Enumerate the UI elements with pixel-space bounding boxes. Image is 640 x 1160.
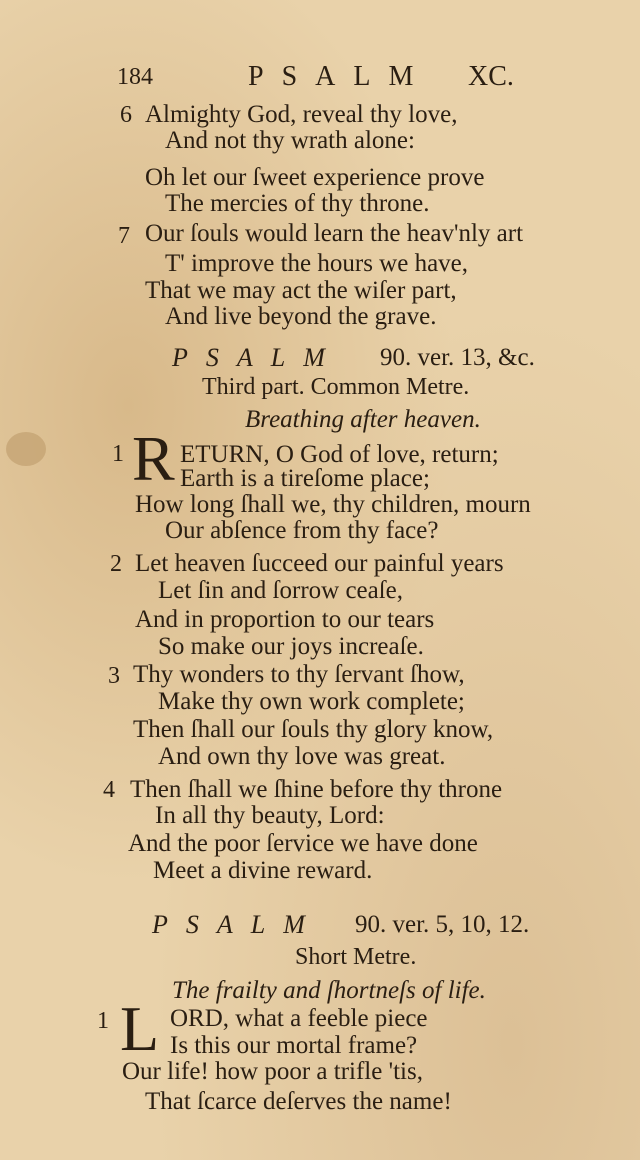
drop-cap: R — [132, 423, 175, 494]
verse-line: Make thy own work complete; — [158, 688, 465, 715]
verse-line: In all thy beauty, Lord: — [155, 802, 385, 829]
verse-line: Then ſhall our ſouls thy glory know, — [133, 716, 494, 743]
section-heading-word: PSALM — [152, 910, 323, 939]
section-heading-ref: 90. ver. 5, 10, 12. — [355, 911, 530, 938]
verse-line: Then ſhall we ſhine before thy throne — [130, 776, 503, 803]
verse-line: And live beyond the grave. — [165, 303, 437, 330]
section-heading-word: PSALM — [172, 343, 343, 372]
verse-line: And own thy love was great. — [158, 743, 446, 770]
verse-line: And not thy wrath alone: — [165, 127, 415, 154]
verse-line: That we may act the wiſer part, — [145, 277, 457, 304]
verse-line: Is this our mortal frame? — [170, 1032, 418, 1059]
section-subheading: Short Metre. — [295, 944, 417, 970]
page-title: PSALM — [248, 61, 432, 92]
verse-line: Our ſouls would learn the heav'nly art — [145, 220, 524, 247]
section-title: The frailty and ſhortneſs of life. — [172, 977, 486, 1004]
section-subheading: Third part. Common Metre. — [202, 374, 470, 400]
verse-line: Let ſin and ſorrow ceaſe, — [158, 577, 404, 604]
drop-cap: L — [120, 993, 160, 1064]
verse-line: Our abſence from thy face? — [165, 517, 439, 544]
verse-number: 7 — [118, 223, 130, 249]
verse-line: So make our joys increaſe. — [158, 633, 424, 660]
verse-line: Thy wonders to thy ſervant ſhow, — [133, 661, 465, 688]
verse-number: 2 — [110, 551, 122, 577]
verse-number: 1 — [112, 441, 124, 467]
verse-line: Earth is a tireſome place; — [180, 465, 430, 492]
verse-line: Meet a divine reward. — [153, 857, 373, 884]
verse-line: That ſcarce deſerves the name! — [145, 1088, 452, 1115]
page-stain — [6, 432, 46, 466]
verse-line: Our life! how poor a trifle 'tis, — [122, 1058, 423, 1085]
verse-number: 6 — [120, 102, 132, 128]
page-number: 184 — [117, 64, 153, 90]
verse-number: 3 — [108, 663, 120, 689]
verse-line: The mercies of thy throne. — [165, 190, 430, 217]
psalm-numeral: XC. — [468, 61, 514, 92]
verse-line: How long ſhall we, thy children, mourn — [135, 491, 531, 518]
section-title: Breathing after heaven. — [245, 406, 481, 433]
verse-line: ORD, what a feeble piece — [170, 1005, 428, 1032]
verse-number: 4 — [103, 777, 115, 803]
verse-line: T' improve the hours we have, — [165, 250, 469, 277]
verse-number: 1 — [97, 1008, 109, 1034]
verse-line: Let heaven ſucceed our painful years — [135, 550, 504, 577]
verse-line: And the poor ſervice we have done — [128, 830, 478, 857]
verse-line: Almighty God, reveal thy love, — [145, 101, 458, 128]
section-heading-ref: 90. ver. 13, &c. — [380, 344, 535, 371]
verse-line: And in proportion to our tears — [135, 606, 435, 633]
verse-line: Oh let our ſweet experience prove — [145, 164, 485, 191]
verse-line: ETURN, O God of love, return; — [180, 441, 499, 468]
